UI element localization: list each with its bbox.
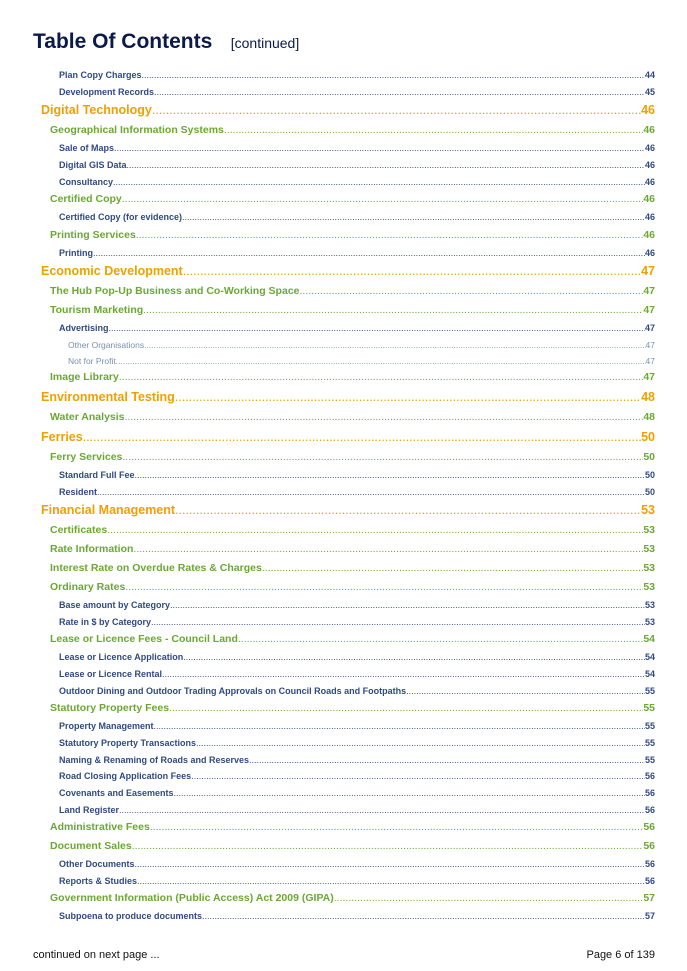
toc-entry-page: 57 [644,911,655,921]
toc-entry-page: 47 [641,264,655,278]
toc-entry[interactable] [41,103,655,117]
toc-dot-leader [300,285,644,297]
toc-dot-leader [175,390,641,404]
toc-entry[interactable] [59,323,655,333]
toc-entry-label: Digital Technology [41,103,152,117]
toc-entry[interactable] [59,738,655,748]
toc-entry-page: 47 [644,323,655,333]
toc-entry-page: 46 [643,193,655,205]
toc-entry[interactable] [50,821,655,833]
toc-dot-leader [125,411,644,423]
toc-dot-leader [238,633,643,645]
toc-entry-page: 48 [641,390,655,404]
toc-dot-leader [142,70,645,80]
toc-entry[interactable] [59,805,655,815]
toc-entry-page: 50 [644,487,655,497]
toc-entry-page: 44 [644,70,655,80]
toc-entry-label: Printing [59,248,93,258]
toc-entry[interactable] [59,911,655,921]
toc-dot-leader [125,581,643,593]
toc-entry-label: Resident [59,487,98,497]
toc-entry-label: Reports & Studies [59,876,138,886]
toc-entry-page: 55 [643,702,655,714]
toc-entry-label: Certified Copy (for evidence) [59,212,183,222]
toc-dot-leader [119,371,643,383]
toc-entry[interactable] [50,633,655,645]
toc-entry-label: Sale of Maps [59,143,115,153]
toc-entry-label: Property Management [59,721,154,731]
toc-entry[interactable] [50,124,655,136]
toc-entry-label: Lease or Licence Fees - Council Land [50,633,238,645]
toc-entry-label: Covenants and Easements [59,788,174,798]
toc-entry-label: Base amount by Category [59,600,171,610]
toc-dot-leader [183,264,641,278]
toc-entry-label: Printing Services [50,229,136,241]
toc-entry[interactable] [68,356,655,366]
toc-dot-leader [334,892,644,904]
toc-dot-leader [122,193,644,205]
toc-dot-leader [116,356,646,366]
toc-entry-label: Statutory Property Fees [50,702,170,714]
toc-entry[interactable] [59,143,655,153]
toc-entry[interactable] [59,686,655,696]
page-subtitle: [continued] [230,35,300,51]
toc-entry-page: 46 [643,124,655,136]
toc-entry-label: Other Organisations [68,340,145,350]
toc-entry[interactable] [59,470,655,480]
toc-dot-leader [109,323,645,333]
toc-entry-page: 56 [643,821,655,833]
toc-dot-leader [196,738,645,748]
toc-dot-leader [170,600,645,610]
toc-entry-page: 54 [644,669,655,679]
toc-entry-label: Statutory Property Transactions [59,738,197,748]
toc-entry[interactable] [59,70,655,80]
toc-entry[interactable] [59,600,655,610]
toc-entry-page: 53 [643,562,655,574]
toc-dot-leader [169,702,643,714]
toc-dot-leader [154,87,645,97]
footer-continued: continued on next page ... [33,949,160,961]
toc-entry[interactable] [50,411,655,423]
toc-entry-page: 53 [644,617,655,627]
toc-entry-label: Rate in $ by Category [59,617,152,627]
toc-entry-page: 47 [645,356,655,366]
toc-entry[interactable] [59,617,655,627]
toc-entry[interactable] [50,581,655,593]
toc-dot-leader [133,543,643,555]
toc-entry-label: Consultancy [59,177,114,187]
toc-entry-page: 46 [644,212,655,222]
toc-entry-page: 46 [644,177,655,187]
toc-entry-label: Ferry Services [50,451,123,463]
toc-entry-page: 54 [644,652,655,662]
toc-dot-leader [107,524,643,536]
toc-entry-label: Water Analysis [50,411,125,423]
toc-entry-page: 50 [641,430,655,444]
toc-entry-page: 53 [643,581,655,593]
toc-entry[interactable] [50,371,655,383]
toc-entry[interactable] [59,248,655,258]
toc-entry-label: Advertising [59,323,109,333]
toc-entry[interactable] [50,524,655,536]
toc-entry-label: Interest Rate on Overdue Rates & Charges [50,562,262,574]
toc-entry-label: Document Sales [50,840,132,852]
toc-entry[interactable] [59,212,655,222]
toc-entry[interactable] [41,430,655,444]
toc-dot-leader [150,821,644,833]
toc-entry-label: Subpoena to produce documents [59,911,203,921]
toc-entry-label: Geographical Information Systems [50,124,224,136]
toc-entry-label: Certificates [50,524,108,536]
toc-entry-label: Road Closing Application Fees [59,771,192,781]
toc-entry-page: 56 [644,771,655,781]
toc-entry[interactable] [59,755,655,765]
toc-entry[interactable] [50,304,655,316]
toc-entry-page: 56 [644,805,655,815]
toc-dot-leader [135,470,645,480]
toc-entry-label: Image Library [50,371,119,383]
toc-dot-leader [137,876,645,886]
toc-entry-page: 47 [643,304,655,316]
toc-entry-page: 53 [643,524,655,536]
toc-dot-leader [202,911,645,921]
toc-entry-label: Other Documents [59,859,135,869]
toc-entry[interactable] [59,160,655,170]
toc-entry[interactable] [59,859,655,869]
toc-entry-page: 55 [644,755,655,765]
toc-entry[interactable] [50,193,655,205]
toc-dot-leader [151,617,645,627]
toc-entry-label: Development Records [59,87,155,97]
toc-entry-page: 46 [641,103,655,117]
toc-entry[interactable] [50,702,655,714]
toc-entry-label: Environmental Testing [41,390,175,404]
toc-entry-page: 56 [644,788,655,798]
toc-entry-page: 46 [643,229,655,241]
toc-entry-page: 47 [643,371,655,383]
toc-dot-leader [224,124,643,136]
toc-entry-label: Land Register [59,805,120,815]
toc-entry[interactable] [59,721,655,731]
toc-entry-label: Certified Copy [50,193,122,205]
toc-entry[interactable] [50,840,655,852]
toc-entry[interactable] [59,177,655,187]
toc-entry[interactable] [50,229,655,241]
toc-entry-label: Tourism Marketing [50,304,144,316]
toc-entry-label: Lease or Licence Rental [59,669,163,679]
footer-page-number: Page 6 of 139 [586,949,655,961]
toc-entry-page: 50 [644,470,655,480]
toc-entry-page: 54 [643,633,655,645]
toc-entry-label: The Hub Pop-Up Business and Co-Working Space [50,285,300,297]
toc-entry-label: Administrative Fees [50,821,150,833]
toc-entry[interactable] [59,669,655,679]
toc-dot-leader [175,503,641,517]
toc-entry[interactable] [50,562,655,574]
toc-entry-label: Not for Profit [68,356,116,366]
toc-entry-page: 56 [643,840,655,852]
toc-entry[interactable] [68,340,655,350]
toc-dot-leader [113,177,645,187]
toc-dot-leader [97,487,645,497]
toc-entry[interactable] [50,285,655,297]
toc-entry[interactable] [41,390,655,404]
toc-dot-leader [83,430,641,444]
toc-entry-label: Naming & Renaming of Roads and Reserves [59,755,250,765]
toc-dot-leader [191,771,645,781]
toc-entry-page: 56 [644,859,655,869]
toc-entry-page: 46 [644,160,655,170]
toc-entry-label: Plan Copy Charges [59,70,142,80]
toc-entry[interactable] [59,652,655,662]
toc-dot-leader [135,859,645,869]
toc-dot-leader [122,451,643,463]
toc-entry-page: 55 [644,721,655,731]
toc-dot-leader [183,652,645,662]
toc-dot-leader [152,103,641,117]
toc-dot-leader [136,229,644,241]
toc-dot-leader [93,248,645,258]
toc-entry-label: Economic Development [41,264,183,278]
toc-entry-label: Ordinary Rates [50,581,126,593]
toc-entry-page: 48 [643,411,655,423]
toc-entry[interactable] [59,771,655,781]
toc-dot-leader [154,721,645,731]
toc-entry-label: Financial Management [41,503,176,517]
toc-entry[interactable] [59,487,655,497]
toc-entry-page: 47 [643,285,655,297]
toc-entry-page: 53 [641,503,655,517]
toc-dot-leader [174,788,645,798]
toc-entry-page: 50 [643,451,655,463]
toc-entry-page: 46 [644,143,655,153]
toc-entry-page: 53 [643,543,655,555]
toc-dot-leader [182,212,645,222]
toc-entry[interactable] [50,451,655,463]
toc-entry-label: Outdoor Dining and Outdoor Trading Approvals on Council Roads and Footpaths [59,686,407,696]
toc-entry-page: 55 [644,738,655,748]
toc-entry[interactable] [50,892,655,904]
toc-dot-leader [143,304,643,316]
toc-entry-page: 57 [643,892,655,904]
toc-dot-leader [162,669,645,679]
toc-entry-label: Government Information (Public Access) Act 2009 (GIPA) [50,892,334,904]
toc-entry-page: 55 [644,686,655,696]
toc-entry[interactable] [59,876,655,886]
toc-entry-page: 56 [644,876,655,886]
toc-entry[interactable] [59,87,655,97]
toc-entry-label: Rate Information [50,543,134,555]
page-header [33,30,299,54]
toc-entry-page: 47 [645,340,655,350]
toc-dot-leader [119,805,645,815]
toc-entry-page: 46 [644,248,655,258]
toc-entry[interactable] [41,264,655,278]
toc-entry[interactable] [41,503,655,517]
toc-dot-leader [249,755,645,765]
toc-dot-leader [144,340,645,350]
toc-entry-page: 45 [644,87,655,97]
toc-entry[interactable] [59,788,655,798]
toc-dot-leader [132,840,644,852]
toc-entry-label: Ferries [41,430,83,444]
toc-entry-label: Standard Full Fee [59,470,135,480]
toc-entry[interactable] [50,543,655,555]
toc-entry-label: Digital GIS Data [59,160,127,170]
toc-dot-leader [114,143,645,153]
toc-entry-label: Lease or Licence Application [59,652,184,662]
page-title: Table Of Contents [33,30,213,53]
toc-dot-leader [127,160,645,170]
toc-dot-leader [406,686,645,696]
toc-dot-leader [262,562,643,574]
toc-entry-page: 53 [644,600,655,610]
